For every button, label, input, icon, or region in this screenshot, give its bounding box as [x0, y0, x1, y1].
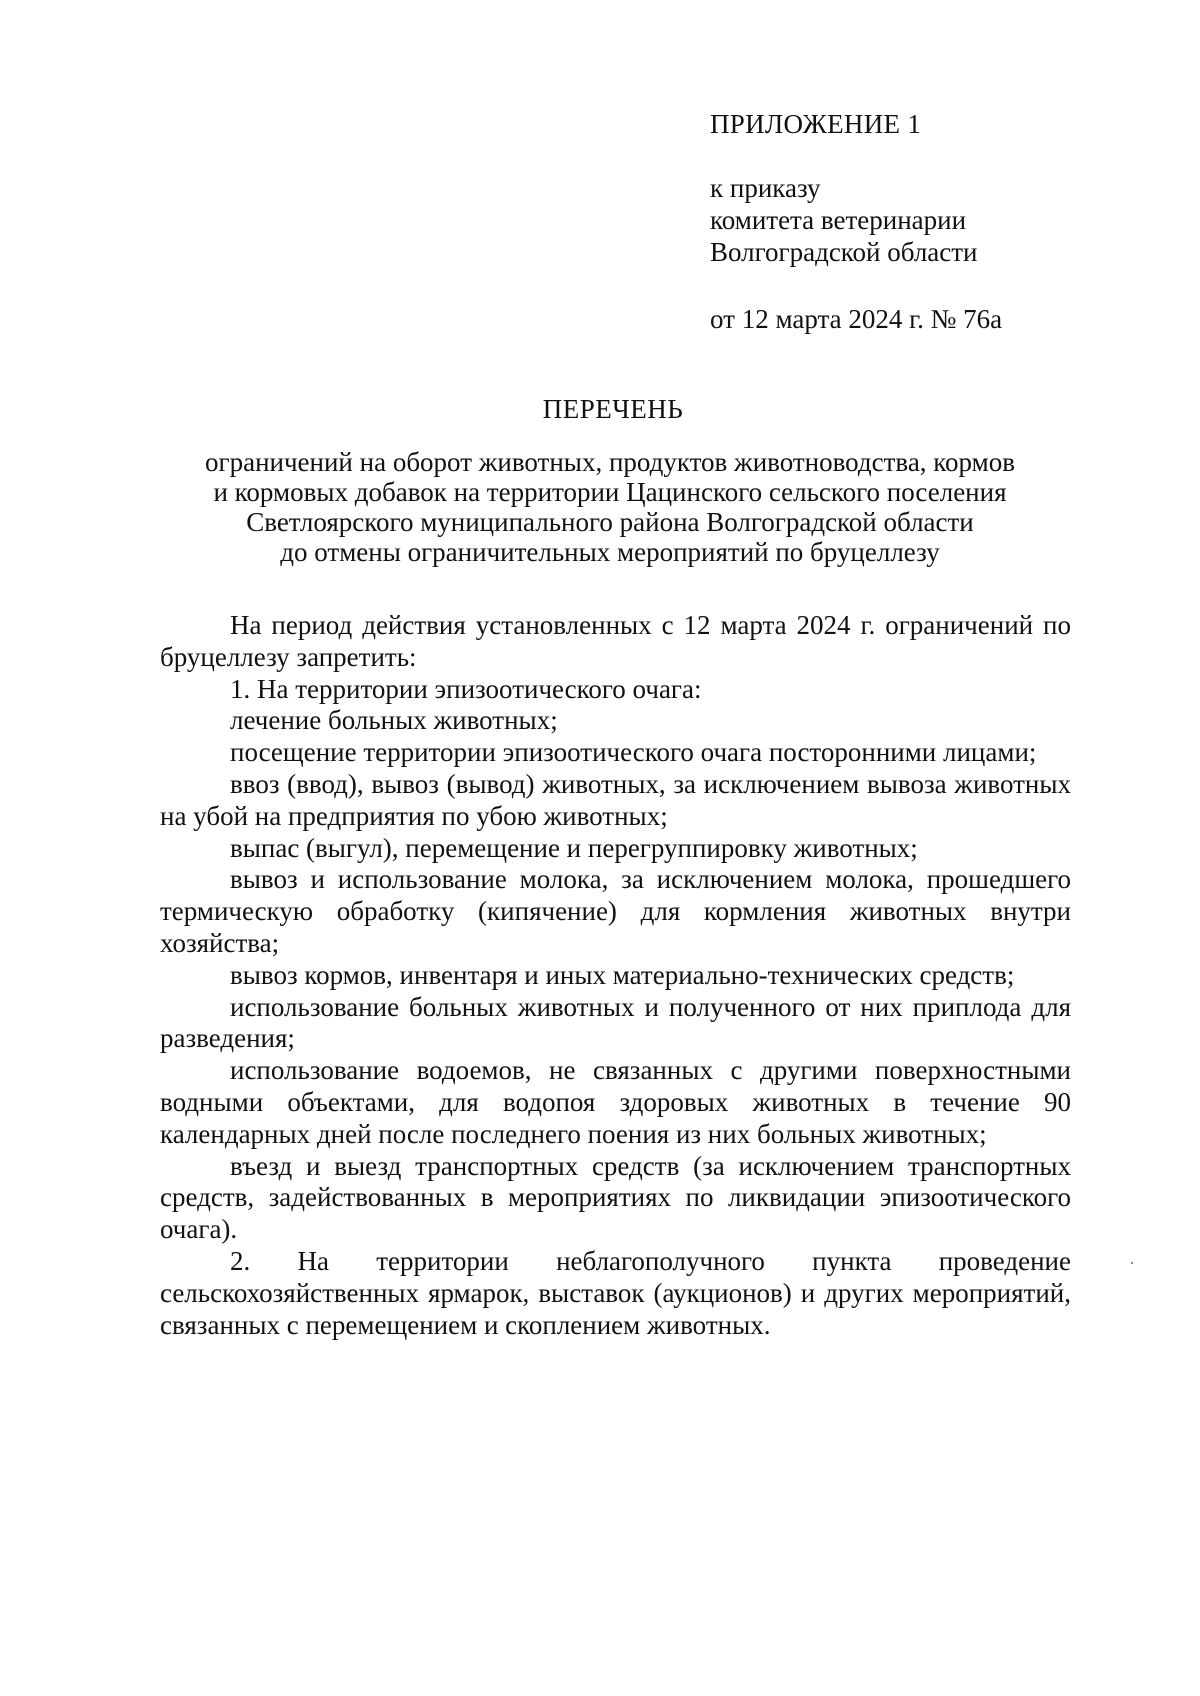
order-reference-line: комитета ветеринарии — [710, 205, 967, 235]
subtitle-line: до отмены ограничительных мероприятий по бруцеллезу — [280, 537, 940, 567]
appendix-label: ПРИЛОЖЕНИЕ 1 — [710, 109, 922, 139]
restriction-item: выпас (выгул), перемещение и перегруппировку животных; — [230, 832, 918, 863]
restriction-item: въезд и выезд транспортных средств (за исключением транспортных средств, задействованных в мероприятиях по ликвидации эпизоотического очага). — [160, 1150, 1071, 1245]
section-1-heading: 1. На территории эпизоотического очага: — [230, 673, 702, 704]
restriction-item: посещение территории эпизоотического очага посторонними лицами; — [230, 737, 1037, 768]
order-reference-line: к приказу — [710, 173, 821, 203]
order-date: от 12 марта 2024 г. № 76а — [710, 304, 1003, 334]
document-subtitle — [130, 447, 1090, 567]
subtitle-line: ограничений на оборот животных, продуктов животноводства, кормов — [205, 447, 1015, 477]
restriction-item: ввоз (ввод), вывоз (вывод) животных, за исключением вывоза животных на убой на предприятия по убою животных; — [160, 768, 1071, 831]
restriction-item: использование больных животных и полученного от них приплода для разведения; — [160, 991, 1071, 1054]
restriction-item: лечение больных животных; — [230, 705, 558, 736]
restriction-item: использование водоемов, не связанных с другими поверхностными водными объектами, для водопоя здоровых животных в течение 90 календарных дней после последнего поения из них больных животных; — [160, 1055, 1071, 1149]
order-reference — [710, 172, 978, 268]
subtitle-line: Светлоярского муниципального района Волгоградской области — [246, 507, 974, 537]
scan-speck — [1131, 1262, 1133, 1264]
document-body — [160, 610, 1071, 1341]
restriction-item: вывоз и использование молока, за исключением молока, прошедшего термическую обработку (кипячение) для кормления животных внутри хозяйства; — [160, 864, 1071, 958]
order-reference-line: Волгоградской области — [710, 237, 978, 267]
intro-paragraph: На период действия установленных с 12 марта 2024 г. ограничений по бруцеллезу запретить: — [160, 610, 1071, 672]
restriction-item: вывоз кормов, инвентаря и иных материально-технических средств; — [230, 959, 1015, 990]
document-title: ПЕРЕЧЕНЬ — [542, 394, 684, 424]
section-2-paragraph: 2. На территории неблагополучного пункта проведение сельскохозяйственных ярмарок, выставок (аукционов) и других мероприятий, связанных с перемещением и скоплением животных. — [160, 1245, 1071, 1340]
subtitle-line: и кормовых добавок на территории Цацинского сельского поселения — [213, 477, 1007, 507]
